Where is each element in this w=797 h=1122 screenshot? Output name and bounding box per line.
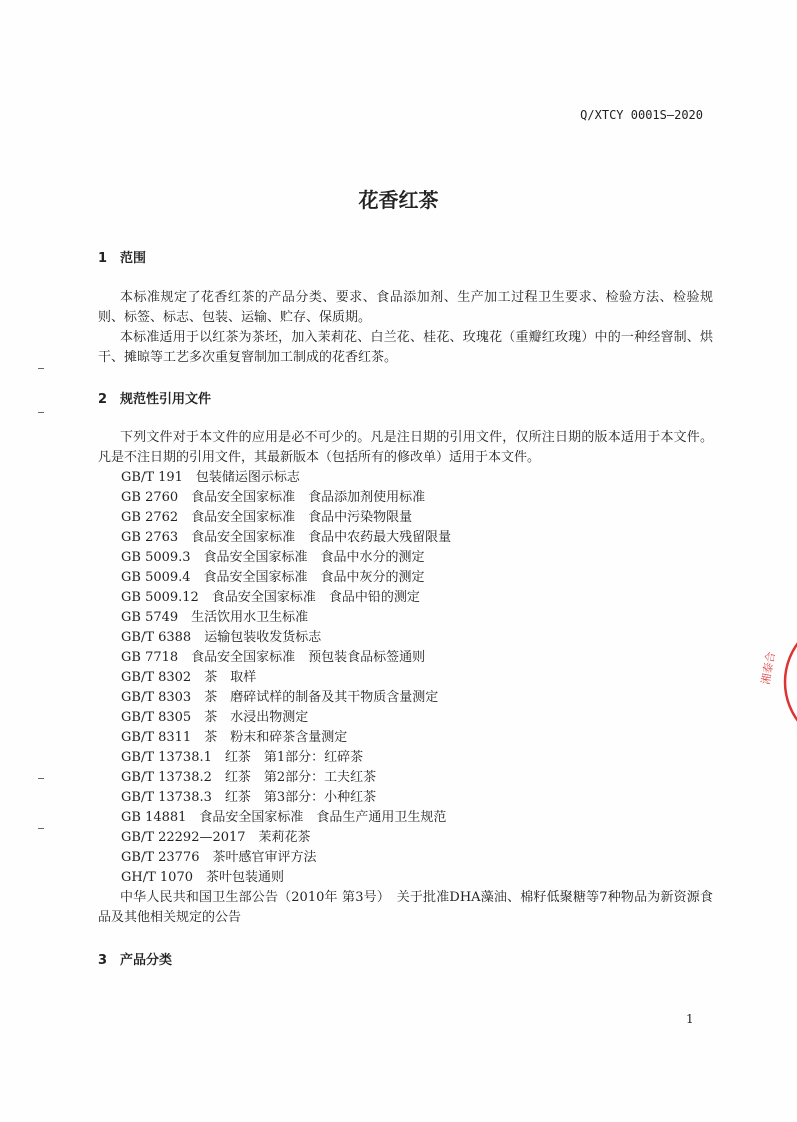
section-heading-classification: 3 产品分类 — [98, 953, 173, 968]
reference-item: GB 2763 食品安全国家标准 食品中农药最大残留限量 — [121, 530, 452, 545]
reference-item: GB/T 8311 茶 粉末和碎茶含量测定 — [121, 730, 348, 745]
section-heading-scope: 1 范围 — [98, 251, 147, 266]
paragraph: 本标准适用于以红茶为茶坯，加入茉莉花、白兰花、桂花、玫瑰花（重瓣红玫瑰）中的一种经窨制、烘干、摊晾等工艺多次重复窨制加工制成的花香红茶。 — [98, 330, 713, 365]
reference-item: GB/T 13738.2 红茶 第2部分：工夫红茶 — [121, 770, 377, 785]
reference-item: GB/T 6388 运输包装收发货标志 — [121, 630, 322, 645]
reference-item: GB 5009.4 食品安全国家标准 食品中灰分的测定 — [121, 570, 425, 585]
reference-item: GB 5009.12 食品安全国家标准 食品中铅的测定 — [121, 590, 420, 605]
red-seal-stamp — [755, 615, 797, 750]
reference-item: GB 2762 食品安全国家标准 食品中污染物限量 — [121, 510, 413, 525]
reference-item: GB/T 23776 茶叶感官审评方法 — [121, 850, 317, 865]
scan-mark — [38, 828, 44, 829]
reference-item: GB/T 8303 茶 磨碎试样的制备及其干物质含量测定 — [121, 690, 439, 705]
section-heading-references: 2 规范性引用文件 — [98, 392, 212, 407]
reference-item: GB/T 13738.3 红茶 第3部分：小种红茶 — [121, 790, 377, 805]
reference-item: GB 5009.3 食品安全国家标准 食品中水分的测定 — [121, 550, 425, 565]
svg-text:湘泰合: 湘泰合 — [759, 650, 778, 686]
reference-item: GB 14881 食品安全国家标准 食品生产通用卫生规范 — [121, 810, 447, 825]
reference-item: GH/T 1070 茶叶包装通则 — [121, 870, 284, 885]
page-number: 1 — [686, 1012, 694, 1026]
scan-mark — [38, 368, 44, 369]
reference-item: GB/T 13738.1 红茶 第1部分：红碎茶 — [121, 750, 364, 765]
page-title: 花香红茶 — [358, 188, 439, 212]
scan-mark — [38, 778, 44, 779]
reference-item: 中华人民共和国卫生部公告（2010年 第3号） 关于批准DHA藻油、棉籽低聚糖等7种物品为新资源食品及其他相关规定的公告 — [98, 890, 713, 925]
reference-item: GB/T 191 包装储运图示标志 — [121, 470, 300, 485]
standard-code: Q/XTCY 0001S—2020 — [580, 108, 703, 122]
reference-item: GB 5749 生活饮用水卫生标准 — [121, 610, 309, 625]
reference-item: GB/T 8305 茶 水浸出物测定 — [121, 710, 309, 725]
scan-mark — [38, 412, 44, 413]
reference-item: GB/T 8302 茶 取样 — [121, 670, 257, 685]
reference-item: GB 2760 食品安全国家标准 食品添加剂使用标准 — [121, 490, 426, 505]
reference-item: GB/T 22292—2017 茉莉花茶 — [121, 830, 311, 845]
paragraph: 本标准规定了花香红茶的产品分类、要求、食品添加剂、生产加工过程卫生要求、检验方法、检验规则、标签、标志、包装、运输、贮存、保质期。 — [98, 290, 713, 325]
paragraph: 下列文件对于本文件的应用是必不可少的。凡是注日期的引用文件，仅所注日期的版本适用于本文件。凡是不注日期的引用文件，其最新版本（包括所有的修改单）适用于本文件。 — [98, 430, 713, 465]
reference-item: GB 7718 食品安全国家标准 预包装食品标签通则 — [121, 650, 426, 665]
